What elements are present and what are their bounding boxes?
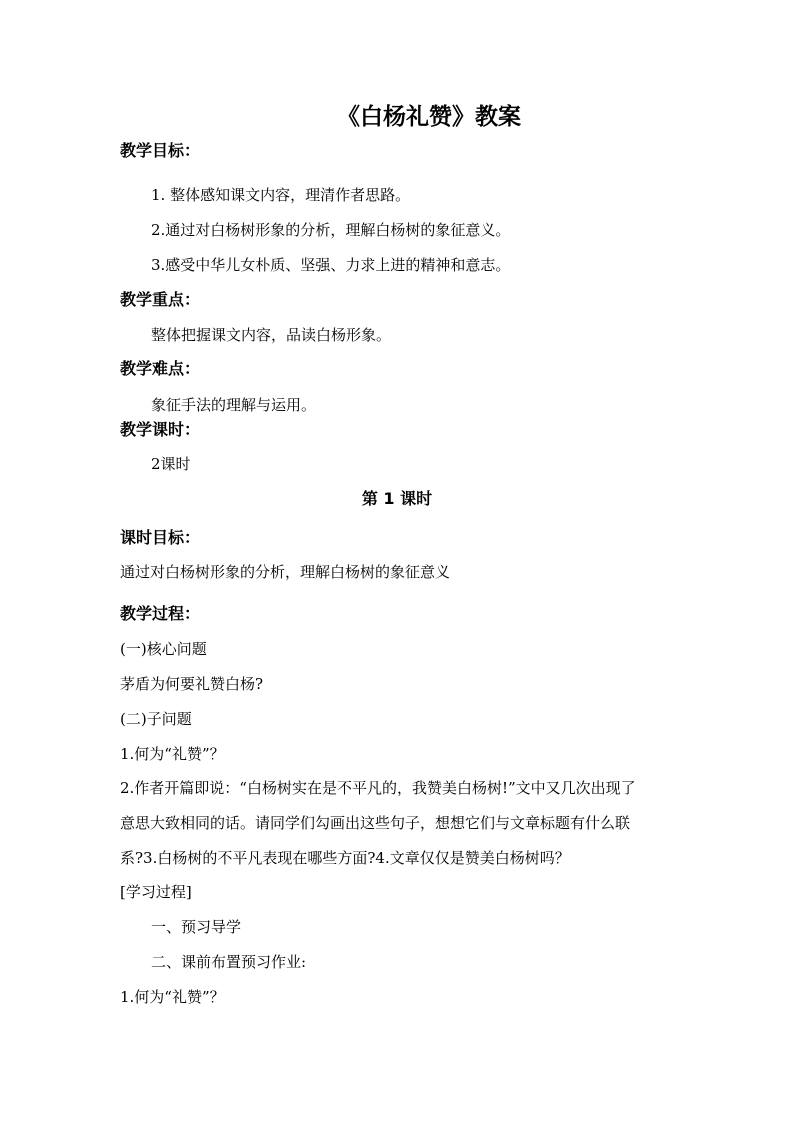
key-points-text: 整体把握课文内容，品读白杨形象。 <box>151 326 392 344</box>
process-line-3: (二)子问题 <box>120 710 192 728</box>
objectives-heading: 教学目标： <box>120 141 201 160</box>
lesson-goal-text: 通过对白杨树形象的分析，理解白杨树的象征意义 <box>120 563 451 581</box>
difficulties-text: 象征手法的理解与运用。 <box>151 396 317 414</box>
objective-item-1: 1. 整体感知课文内容，理清作者思路。 <box>151 186 411 204</box>
objective-item-3: 3.感受中华儿女朴质、坚强、力求上进的精神和意志。 <box>151 256 511 274</box>
process-last-line: 1.何为“礼赞”？ <box>120 988 225 1006</box>
indented-line-2: 二、课前布置预习作业: <box>151 953 307 971</box>
process-line-8: [学习过程] <box>120 883 192 901</box>
key-points-heading: 教学重点： <box>120 290 201 309</box>
process-line-1: (一)核心问题 <box>120 640 207 658</box>
lesson-1-heading: 第 1 课时 <box>361 489 433 508</box>
document-title: 《白杨礼赞》教案 <box>337 104 521 130</box>
difficulties-heading: 教学难点： <box>120 359 201 378</box>
lesson-goal-heading: 课时目标： <box>120 528 201 547</box>
hours-heading: 教学课时： <box>120 420 201 439</box>
process-heading: 教学过程： <box>120 604 201 623</box>
process-line-4: 1.何为“礼赞”？ <box>120 745 225 763</box>
indented-line-1: 一、预习导学 <box>151 918 242 936</box>
process-line-5: 2.作者开篇即说：“白杨树实在是不平凡的，我赞美白杨树!”文中又几次出现了 <box>120 779 636 797</box>
process-line-7: 系?3.白杨树的不平凡表现在哪些方面?4.文章仅仅是赞美白杨树吗？ <box>120 849 570 867</box>
process-line-6: 意思大致相同的话。请同学们勾画出这些句子，想想它们与文章标题有什么联 <box>120 814 631 832</box>
objective-item-2: 2.通过对白杨树形象的分析，理解白杨树的象征意义。 <box>151 221 511 239</box>
process-line-2: 茅盾为何要礼赞白杨? <box>120 675 264 693</box>
hours-text: 2课时 <box>151 455 191 473</box>
